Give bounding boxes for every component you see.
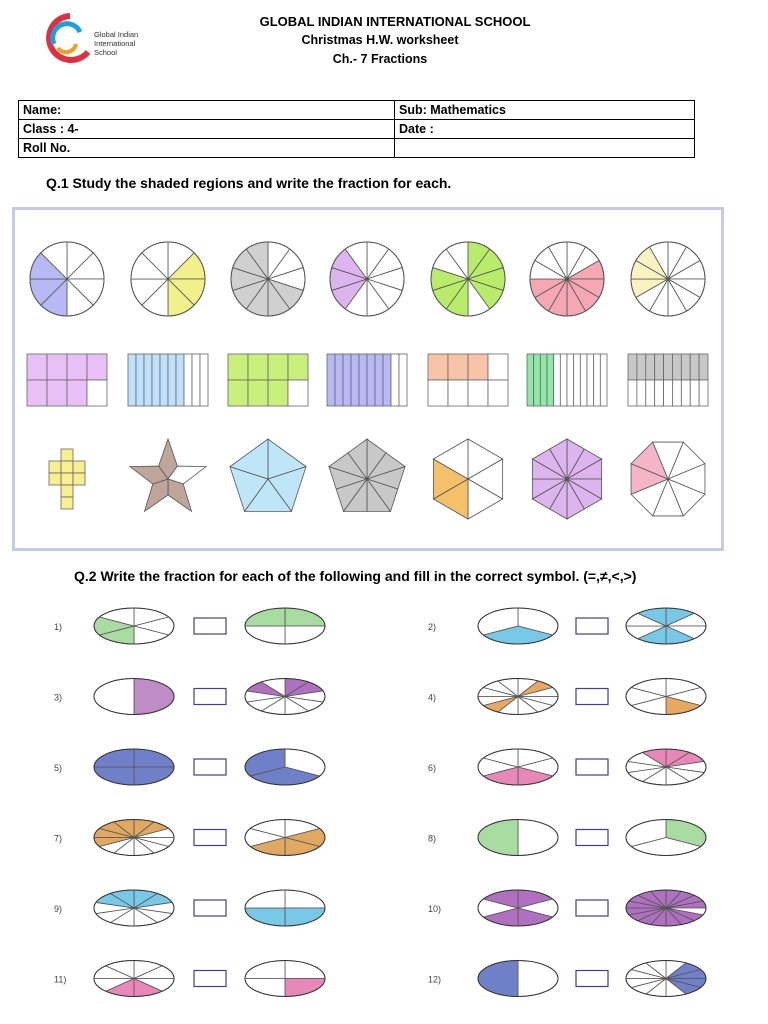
q1-polygon-figure	[631, 442, 705, 516]
fraction-cell	[383, 354, 391, 406]
date-field[interactable]: Date :	[395, 120, 695, 139]
q1-polygon-figure	[329, 439, 405, 511]
fraction-cell	[61, 497, 73, 509]
q2-item	[54, 679, 325, 715]
fraction-cell	[228, 380, 248, 406]
logo-text: Global Indian International School	[94, 30, 139, 57]
worksheet-title: Christmas H.W. worksheet	[301, 33, 459, 47]
answer-box[interactable]	[576, 618, 608, 634]
fraction-cell	[144, 354, 152, 406]
fraction-cell	[200, 354, 208, 406]
q2-item	[428, 890, 706, 926]
fraction-cell	[192, 354, 200, 406]
q1-rect-figure	[128, 354, 208, 406]
q2-item	[54, 820, 325, 856]
fraction-cell	[681, 380, 690, 406]
fraction-cell	[288, 380, 308, 406]
fraction-cell	[248, 354, 268, 380]
q1-rect-figure	[527, 354, 607, 406]
fraction-cell	[672, 354, 681, 380]
name-field[interactable]: Name:	[19, 101, 395, 120]
fraction-cell	[672, 380, 681, 406]
fraction-sector	[144, 479, 168, 511]
fraction-cell	[488, 380, 508, 406]
q2-item	[54, 749, 325, 785]
fraction-cell	[646, 354, 655, 380]
fraction-cell	[560, 354, 567, 406]
answer-box[interactable]	[576, 759, 608, 775]
q2-item	[428, 820, 706, 856]
fraction-cell	[335, 354, 343, 406]
fraction-cell	[136, 354, 144, 406]
fraction-cell	[47, 380, 67, 406]
item-label: 8)	[428, 833, 437, 844]
q1-circle-figure	[330, 242, 404, 316]
fraction-cell	[184, 354, 192, 406]
fraction-cell	[268, 380, 288, 406]
q2-item	[428, 749, 706, 785]
fraction-cell	[27, 380, 47, 406]
answer-box[interactable]	[194, 759, 226, 775]
fraction-cell	[160, 354, 168, 406]
fraction-cell	[547, 354, 554, 406]
fraction-cell	[600, 354, 607, 406]
fraction-cell	[690, 380, 699, 406]
fraction-cell	[574, 354, 581, 406]
fraction-sector	[94, 679, 134, 715]
answer-box[interactable]	[194, 900, 226, 916]
q1-rect-figure	[27, 354, 107, 406]
q1-circle-figure	[131, 242, 205, 316]
answer-box[interactable]	[576, 689, 608, 705]
fraction-cell	[448, 380, 468, 406]
q1-rect-figure	[327, 354, 407, 406]
fraction-cell	[699, 380, 708, 406]
item-label: 2)	[428, 622, 437, 632]
fraction-cell	[628, 354, 637, 380]
fraction-cell	[248, 380, 268, 406]
fraction-sector	[478, 820, 518, 856]
fraction-sector	[518, 961, 558, 997]
fraction-cell	[152, 354, 160, 406]
fraction-cell	[527, 354, 534, 406]
fraction-cell	[399, 354, 407, 406]
q1-polygon-figure	[433, 439, 502, 519]
fraction-cell	[87, 354, 107, 380]
fraction-cell	[61, 485, 73, 497]
fraction-cell	[375, 354, 383, 406]
q2-item	[428, 608, 706, 644]
fraction-sector	[134, 679, 174, 715]
answer-box[interactable]	[194, 618, 226, 634]
fraction-cell	[594, 354, 601, 406]
q1-polygon-figure	[49, 449, 85, 509]
fraction-cell	[49, 461, 61, 473]
fraction-cell	[468, 380, 488, 406]
fraction-cell	[699, 354, 708, 380]
chapter-title: Ch.- 7 Fractions	[332, 52, 428, 66]
fraction-cell	[681, 354, 690, 380]
fraction-cell	[628, 380, 637, 406]
fraction-cell	[655, 354, 664, 380]
item-label: 3)	[54, 692, 63, 703]
question-1: Q.1 Study the shaded regions and write the fraction for each.	[46, 175, 452, 191]
q1-polygon-figure	[532, 439, 601, 519]
fraction-cell	[288, 354, 308, 380]
q1-circle-figure	[431, 242, 505, 316]
q1-circle-figure	[530, 242, 604, 316]
fraction-cell	[391, 354, 399, 406]
subject-field: Sub: Mathematics	[395, 101, 695, 120]
q1-circle-figure	[231, 242, 305, 316]
fraction-cell	[567, 354, 574, 406]
item-label: 6)	[428, 763, 437, 773]
school-name: GLOBAL INDIAN INTERNATIONAL SCHOOL	[259, 14, 531, 29]
fraction-cell	[176, 354, 184, 406]
fraction-cell	[655, 380, 664, 406]
fraction-cell	[637, 380, 646, 406]
fraction-cell	[61, 473, 73, 485]
q1-rect-figure	[628, 354, 708, 406]
fraction-cell	[367, 354, 375, 406]
fraction-cell	[343, 354, 351, 406]
fraction-cell	[128, 354, 136, 406]
fraction-cell	[488, 354, 508, 380]
fraction-cell	[646, 380, 655, 406]
q1-rect-figure	[228, 354, 308, 406]
q1-polygon-figure	[230, 439, 306, 511]
item-label: 7)	[54, 833, 63, 844]
question-2: Q.2 Write the fraction for each of the following and fill in the correct symbol. (=,≠,<,>)	[74, 568, 637, 584]
fraction-cell	[49, 473, 61, 485]
roll-no-field[interactable]: Roll No.	[19, 139, 395, 158]
fraction-cell	[87, 380, 107, 406]
fraction-cell	[664, 380, 673, 406]
q2-item	[54, 608, 325, 644]
fraction-cell	[73, 461, 85, 473]
answer-box[interactable]	[576, 971, 608, 987]
q1-circle-figure	[30, 242, 104, 316]
item-label: 11)	[54, 974, 67, 985]
q1-circle-figure	[631, 242, 705, 316]
fraction-cell	[61, 449, 73, 461]
fraction-cell	[27, 354, 47, 380]
fraction-cell	[468, 354, 488, 380]
answer-box[interactable]	[576, 900, 608, 916]
fraction-cell	[534, 354, 541, 406]
fraction-cell	[327, 354, 335, 406]
fraction-sector	[168, 479, 192, 511]
q2-item	[54, 890, 325, 926]
fraction-sector	[518, 820, 558, 856]
fraction-cell	[580, 354, 587, 406]
fraction-cell	[664, 354, 673, 380]
fraction-cell	[540, 354, 547, 406]
fraction-cell	[351, 354, 359, 406]
item-label: 12)	[428, 974, 442, 985]
fraction-cell	[61, 461, 73, 473]
answer-box[interactable]	[194, 830, 226, 846]
q2-item	[54, 961, 325, 997]
item-label: 1)	[54, 622, 63, 632]
fraction-cell	[587, 354, 594, 406]
fraction-cell	[73, 473, 85, 485]
answer-box[interactable]	[194, 971, 226, 987]
class-field[interactable]: Class : 4-	[19, 120, 395, 139]
fraction-cell	[428, 354, 448, 380]
item-label: 5)	[54, 763, 63, 773]
fraction-cell	[554, 354, 561, 406]
fraction-cell	[67, 354, 87, 380]
fraction-sector	[478, 961, 518, 997]
fraction-cell	[168, 354, 176, 406]
item-label: 10)	[428, 904, 442, 914]
fraction-cell	[428, 380, 448, 406]
fraction-cell	[268, 354, 288, 380]
item-label: 9)	[54, 904, 63, 914]
answer-box[interactable]	[194, 689, 226, 705]
q1-polygon-figure	[130, 439, 206, 511]
fraction-cell	[47, 354, 67, 380]
fraction-cell	[690, 354, 699, 380]
answer-box[interactable]	[576, 830, 608, 846]
q2-item	[428, 961, 706, 997]
fraction-cell	[448, 354, 468, 380]
q2-item	[428, 679, 706, 715]
fraction-cell	[67, 380, 87, 406]
q1-rect-figure	[428, 354, 508, 406]
item-label: 4)	[428, 692, 437, 703]
fraction-cell	[359, 354, 367, 406]
fraction-cell	[228, 354, 248, 380]
fraction-cell	[637, 354, 646, 380]
